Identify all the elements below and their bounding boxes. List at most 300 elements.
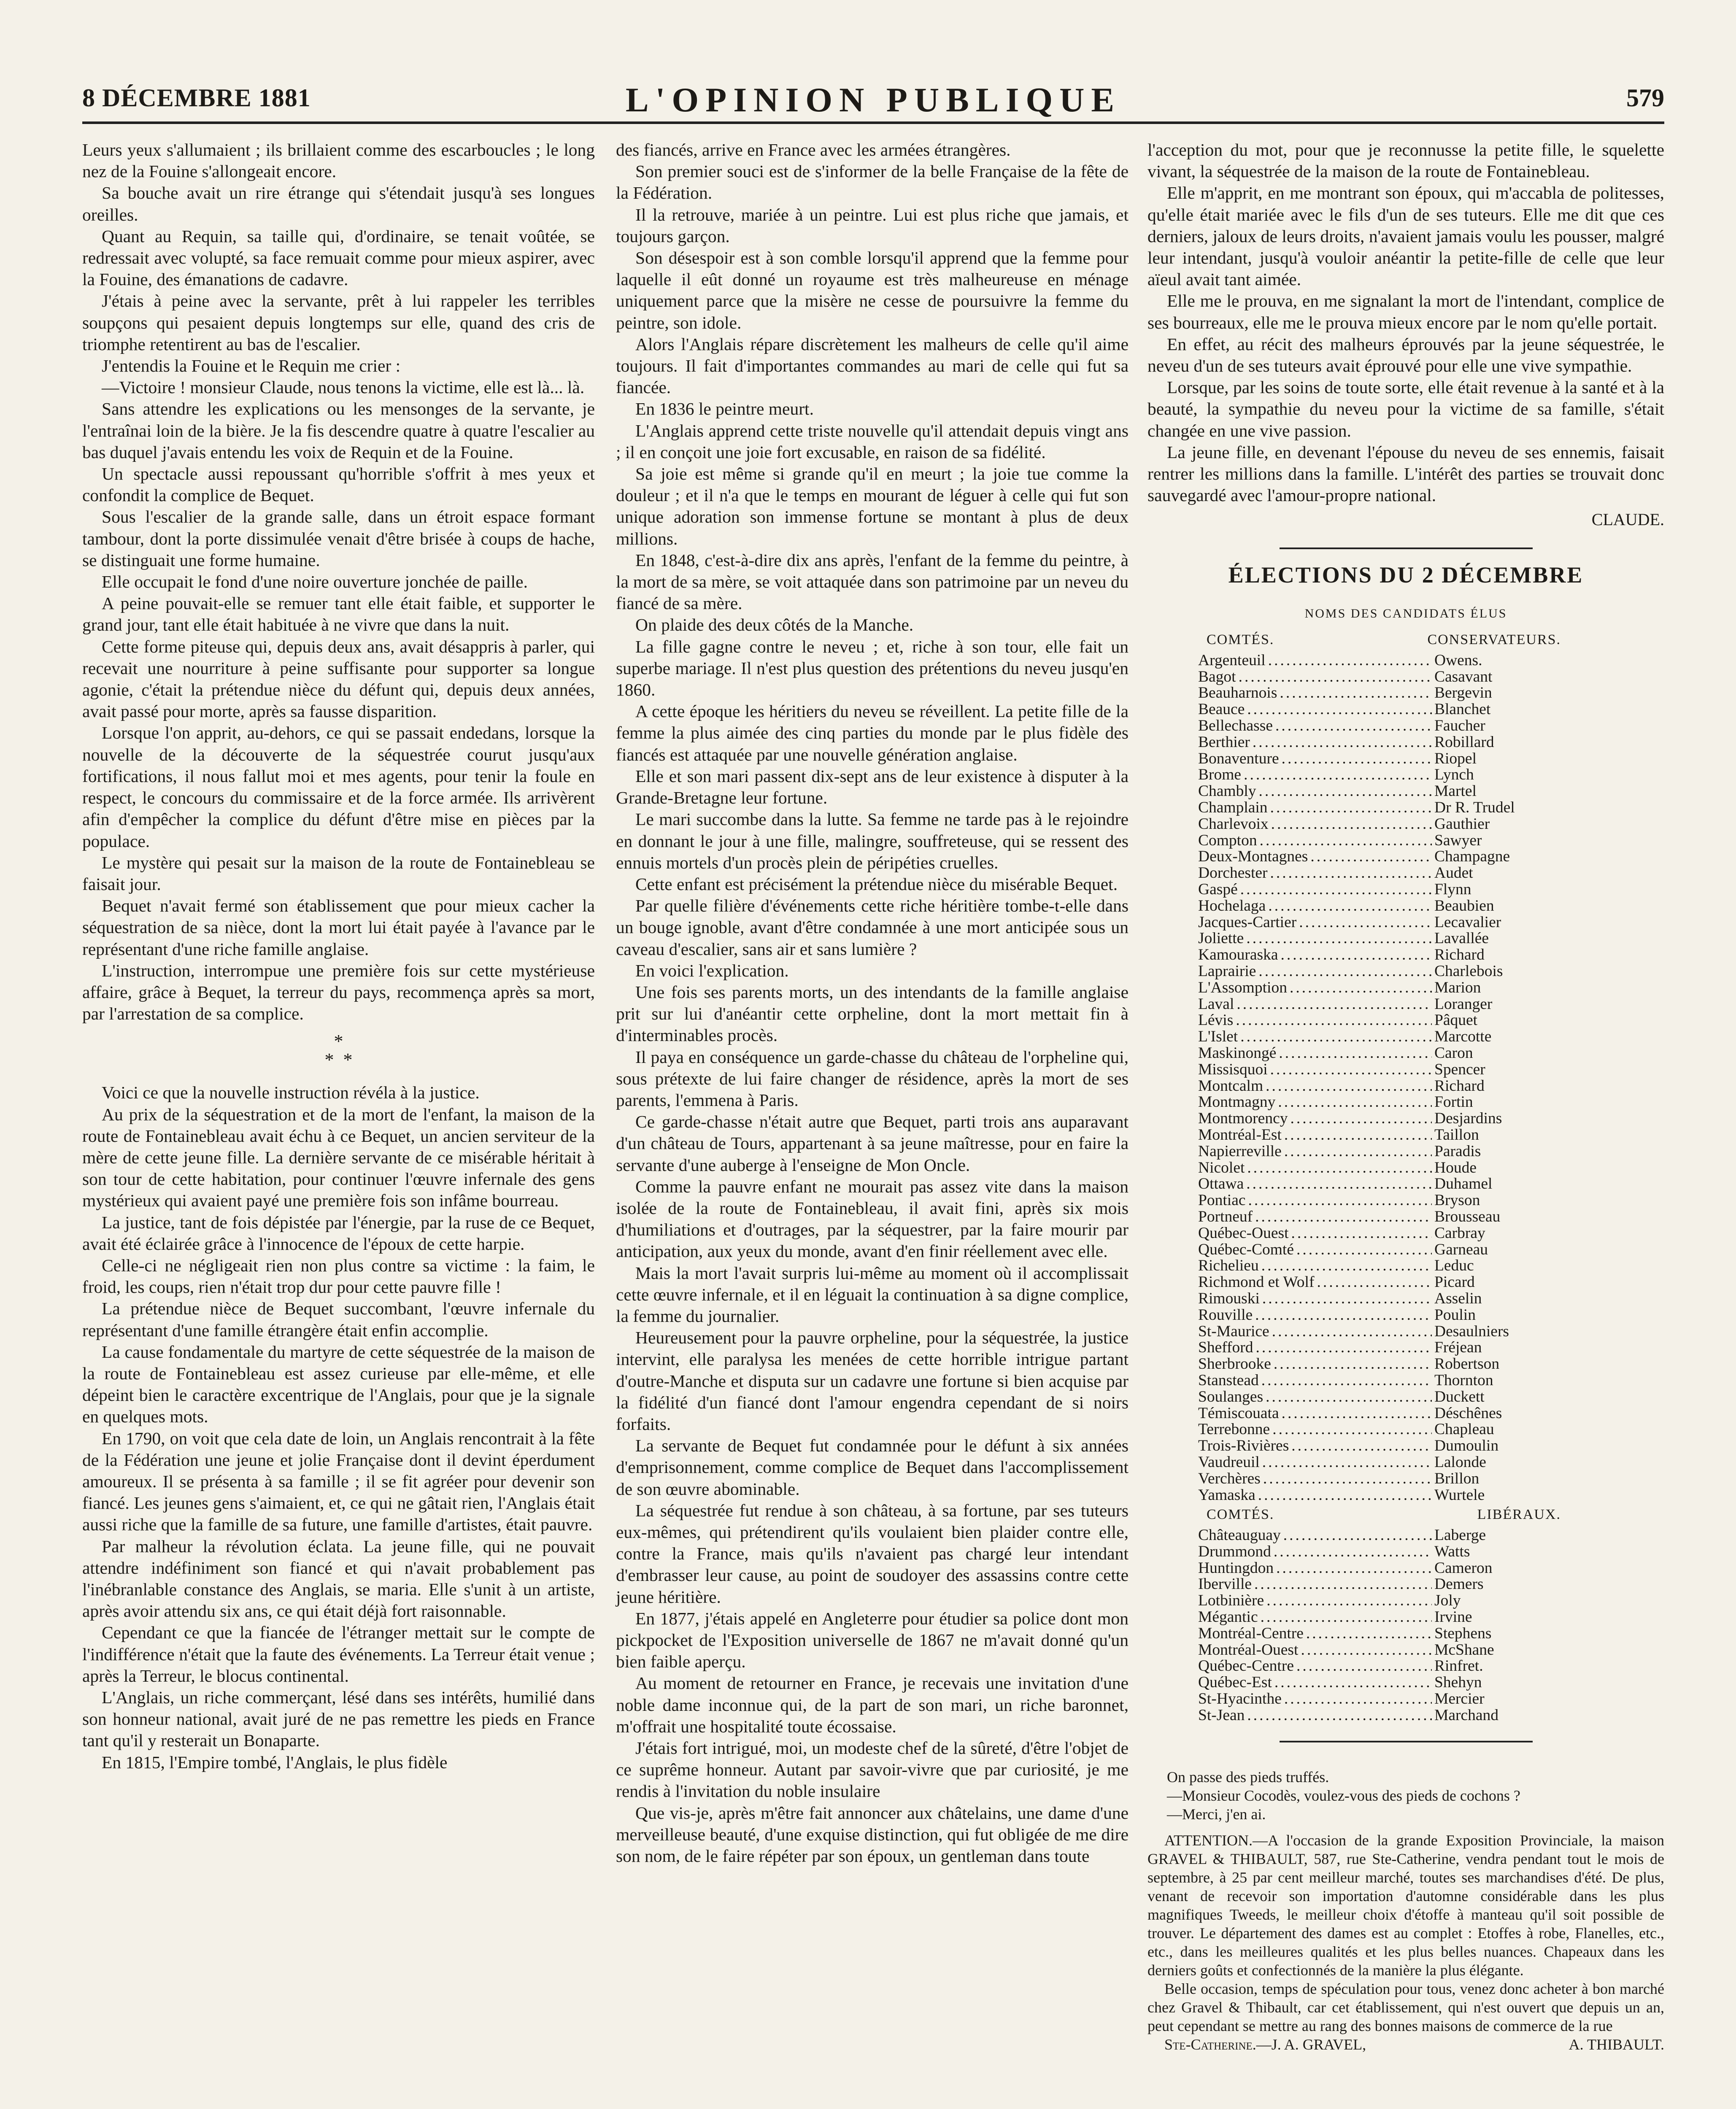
county-name: Joliette [1198, 930, 1244, 947]
candidate-name: Beaubien [1434, 897, 1494, 914]
county-name: Rimouski [1198, 1289, 1260, 1307]
column-1-text [82, 139, 595, 1025]
election-row [1198, 1527, 1578, 1544]
election-row [1198, 1111, 1578, 1127]
paragraph: Cette enfant est précisément la prétendue nièce du misérable Bequet. [635, 874, 1118, 894]
county-name: Argenteuil [1198, 651, 1266, 669]
paragraph: On plaide des deux côtés de la Manche. [635, 615, 914, 635]
election-row [1198, 1454, 1578, 1471]
election-row [1198, 865, 1578, 882]
county-name: Vaudreuil [1198, 1453, 1260, 1471]
election-row [1198, 1242, 1578, 1258]
election-row [1198, 882, 1578, 898]
election-row [1198, 685, 1578, 701]
paragraph: Un spectacle aussi repoussant qu'horrible s'offrit à mes yeux et confondit la complice de Bequet. [82, 464, 595, 505]
election-row [1198, 1258, 1578, 1274]
candidate-name: Dr R. Trudel [1434, 799, 1515, 817]
election-row [1198, 914, 1578, 931]
county-name: Beauharnois [1198, 684, 1277, 702]
election-row [1198, 1012, 1578, 1029]
candidate-name: McShane [1434, 1641, 1494, 1659]
election-row [1198, 898, 1578, 914]
county-name: Bagot [1198, 668, 1236, 685]
candidate-name: Laberge [1434, 1526, 1486, 1544]
county-name: Champlain [1198, 799, 1268, 817]
candidate-name: Fréjean [1434, 1339, 1482, 1357]
county-name: Napierreville [1198, 1142, 1282, 1160]
paragraph: Elle me le prouva, en me signalant la mort de l'intendant, complice de ses bourreaux, elle me le prouva mieux encore par le nom qu'elle portait. [1147, 291, 1664, 332]
conservateurs-list [1198, 653, 1578, 1503]
column-3 [1147, 139, 1664, 2054]
election-row [1198, 816, 1578, 833]
candidate-name: Desaulniers [1434, 1322, 1509, 1340]
election-row [1198, 701, 1578, 718]
paragraph: l'acception du mot, pour que je reconnusse la petite fille, le squelette vivant, la séquestrée de la maison de la route de Fontainebleau. [1147, 140, 1664, 181]
paragraph: En voici l'explication. [635, 960, 789, 980]
candidate-name: Robillard [1434, 733, 1494, 751]
leader-dots [1261, 1609, 1432, 1626]
county-name: Compton [1198, 831, 1257, 849]
paragraph: La justice, tant de fois dépistée par l'énergie, par la ruse de ce Bequet, avait été éclairée grâce à l'innocence de l'époux de cette harpie. [82, 1212, 595, 1254]
paragraph: Comme la pauvre enfant ne mourait pas assez vite dans la maison isolée de la route de Fontainebleau, il avait fini, après six mois d'humiliations et d'outrages, par la séquestrer, par la faire mourir par anticipation, aux yeux du monde, avant d'en finir réellement avec elle. [616, 1176, 1129, 1261]
liberaux-header: COMTÉS. LIBÉRAUX. [1207, 1507, 1561, 1523]
leader-dots [1239, 669, 1432, 685]
paragraph: Sous l'escalier de la grande salle, dans un étroit espace formant tambour, dont la porte dissimulée venait d'être brisée à coups de hache, se distinguait une forme humaine. [82, 507, 595, 570]
paragraph: Alors l'Anglais répare discrètement les malheurs de celle qu'il aime toujours. Il fait d'importantes commandes au mari de celle qui fut sa fiancée. [616, 334, 1129, 397]
paragraph: Celle-ci ne négligeait rien non plus contre sa victime : la faim, le froid, les coups, rien n'était trop dur pour cette pauvre fille ! [82, 1255, 595, 1297]
election-row [1198, 653, 1578, 669]
leader-dots [1266, 1389, 1432, 1405]
leader-dots [1248, 1192, 1432, 1209]
county-name: Berthier [1198, 733, 1250, 751]
leader-dots [1268, 898, 1432, 914]
county-name: Missisquoi [1198, 1060, 1268, 1078]
paragraph: Cependant ce que la fiancée de l'étranger mettait sur le compte de l'indifférence n'était que la faute des événements. La Terreur était venue ; après la Terreur, le blocus continental. [82, 1623, 595, 1686]
election-row [1198, 1642, 1578, 1659]
paragraph: Son désespoir est à son comble lorsqu'il apprend que la femme pour laquelle il eût donné un royaume est très malheureuse en ménage uniquement parce que la misère ne cesse de poursuivre la femme du peintre, son idole. [616, 248, 1129, 332]
election-row [1198, 1576, 1578, 1593]
county-name: St-Hyacinthe [1198, 1690, 1282, 1708]
election-row [1198, 1373, 1578, 1389]
candidate-name: Leduc [1434, 1257, 1474, 1275]
candidate-name: Dumoulin [1434, 1437, 1499, 1455]
leader-dots [1247, 701, 1432, 718]
leader-dots [1270, 800, 1432, 816]
paragraph: Le mari succombe dans la lutte. Sa femme ne tarde pas à le rejoindre en donnant le jour à une fille, malingre, souffreteuse, qui se ressent des ennuis mortels d'un procès plein de péripéties cruelles. [616, 809, 1129, 872]
leader-dots [1306, 1626, 1432, 1642]
county-name: Chambly [1198, 782, 1256, 800]
candidate-name: Bergevin [1434, 684, 1492, 702]
leader-dots [1246, 1176, 1432, 1192]
candidate-name: Marchand [1434, 1706, 1499, 1724]
paragraph: L'Anglais apprend cette triste nouvelle qu'il attendait depuis vingt ans ; il en conçoit une joie fort excusable, en raison de sa fidélité. [616, 421, 1129, 462]
county-name: St-Jean [1198, 1706, 1245, 1724]
county-name: Laval [1198, 995, 1234, 1013]
paragraph: Heureusement pour la pauvre orpheline, pour la séquestrée, la justice intervint, elle paralysa les menées de cette horrible intrigue partant d'outre-Manche et disputa sur un cadavre une fortune si bien acquise par la fidélité d'un fiancé dont l'amour engendra cependant de si noirs forfaits. [616, 1328, 1129, 1434]
masthead [82, 80, 1664, 120]
paragraph: Une fois ses parents morts, un des intendants de la famille anglaise prit sur lui d'anéantir cette orpheline, dont la mort mettait fin à d'interminables procès. [616, 982, 1129, 1045]
paragraph: Son premier souci est de s'informer de la belle Française de la fête de la Fédération. [616, 162, 1129, 203]
leader-dots [1254, 1576, 1432, 1593]
leader-dots [1259, 783, 1432, 800]
paragraph: Mais la mort l'avait surpris lui-même au moment où il accomplissait cette œuvre infernale, et il en léguait la continuation à sa digne complice, la femme du journalier. [616, 1263, 1129, 1326]
election-row [1198, 1045, 1578, 1062]
election-row [1198, 1438, 1578, 1454]
leader-dots [1255, 1209, 1432, 1225]
leader-dots [1291, 1225, 1432, 1242]
leader-dots [1282, 1405, 1432, 1422]
leader-dots [1317, 1274, 1432, 1291]
county-name: Lévis [1198, 1011, 1234, 1029]
leader-dots [1276, 1560, 1432, 1577]
paragraph: Bequet n'avait fermé son établissement que pour mieux cacher la séquestration de sa nièce, dont la mort lui était payée à l'avance par le représentant d'une riche famille anglaise. [82, 896, 595, 959]
paragraph: Il la retrouve, mariée à un peintre. Lui est plus riche que jamais, et toujours garçon. [616, 205, 1129, 246]
election-row [1198, 1029, 1578, 1045]
candidate-name: Owens. [1434, 651, 1482, 669]
paragraph: des fiancés, arrive en France avec les armées étrangères. [616, 140, 1011, 159]
column-3-text [1147, 139, 1664, 506]
leader-dots [1290, 980, 1432, 996]
conservateurs-header: COMTÉS. CONSERVATEURS. [1207, 632, 1561, 648]
paragraph: ATTENTION.—A l'occasion de la grande Exposition Provinciale, la maison GRAVEL & THIBAULT, 587, rue Ste-Catherine, vendra pendant tout le mois de septembre, à 25 par cent meilleur marché, toutes ses marchandises d'été. De plus, venant de recevoir son importation d'automne considérable dans les plus magnifiques Tweeds, le meilleur choix d'étoffe à manteau qu'il soit possible de trouver. Le département des dames est au complet : Etoffes à robe, Flanelles, etc., etc., dans les meilleures qualités et les plus belles nuances. Chapeaux dans les derniers goûts et confectionnés de la manière la plus élégante. [1147, 1831, 1664, 1979]
candidate-name: Riopel [1434, 750, 1477, 767]
election-row [1198, 1707, 1578, 1724]
county-name: Maskinongé [1198, 1044, 1277, 1062]
candidate-name: Flynn [1434, 881, 1471, 898]
candidate-name: Carbray [1434, 1224, 1485, 1242]
paragraph: La cause fondamentale du martyre de cette séquestrée de la maison de la route de Fontainebleau est assez curieuse par elle-même, et elle dépeint bien le caractère excentrique de l'Anglais, pour que je la signale en quelques mots. [82, 1342, 595, 1427]
leader-dots [1246, 930, 1432, 947]
leader-dots [1258, 963, 1432, 980]
county-name: Drummond [1198, 1543, 1271, 1560]
leader-dots [1279, 1045, 1432, 1062]
election-row [1198, 1324, 1578, 1340]
county-name: Sherbrooke [1198, 1355, 1271, 1373]
county-name: Stanstead [1198, 1371, 1259, 1389]
election-row [1198, 1209, 1578, 1225]
leader-dots [1296, 1658, 1432, 1675]
candidate-name: Paradis [1434, 1142, 1481, 1160]
leader-dots [1262, 1291, 1432, 1307]
election-row [1198, 718, 1578, 734]
paragraph: Lorsque, par les soins de toute sorte, elle était revenue à la santé et à la beauté, la sympathie du neveu pour la victime de sa famille, s'était changée en une vive passion. [1147, 378, 1664, 440]
election-row [1198, 1291, 1578, 1307]
election-row [1198, 1691, 1578, 1707]
leader-dots [1236, 1012, 1432, 1029]
leader-dots [1261, 1258, 1432, 1274]
county-name: Montcalm [1198, 1077, 1264, 1095]
county-name: Richmond et Wolf [1198, 1273, 1315, 1291]
county-name: Verchères [1198, 1470, 1261, 1487]
candidate-name: Desjardins [1434, 1110, 1502, 1127]
candidate-name: Charlebois [1434, 963, 1503, 980]
county-name: Montréal-Est [1198, 1126, 1282, 1143]
paragraph: Au prix de la séquestration et de la mort de l'enfant, la maison de la route de Fontainebleau avait échu à ce Bequet, un ancien serviteur de la mère de cette jeune fille. La dernière servante de ce misérable héritait à son tour de cette habitation, pour continuer l'œuvre infernale des gens mystérieux qui avaient payé une première fois son infâme bourreau. [82, 1104, 595, 1211]
election-row [1198, 963, 1578, 980]
candidate-name: Caron [1434, 1044, 1473, 1062]
election-row [1198, 930, 1578, 947]
candidate-name: Thornton [1434, 1371, 1493, 1389]
county-name: Deux-Montagnes [1198, 848, 1308, 866]
leader-dots [1274, 1675, 1432, 1691]
county-name: Québec-Est [1198, 1674, 1272, 1691]
leader-dots [1283, 1527, 1432, 1544]
leader-dots [1281, 947, 1432, 963]
paragraph: Il paya en conséquence un garde-chasse du château de l'orpheline qui, sous prétexte de lui faire changer de résidence, après la mort de ses parents, l'emmena à Paris. [616, 1047, 1129, 1110]
paragraph: Sa bouche avait un rire étrange qui s'étendait jusqu'à ses longues oreilles. [82, 183, 595, 224]
election-row [1198, 996, 1578, 1013]
election-row [1198, 767, 1578, 783]
paragraph: En 1790, on voit que cela date de loin, un Anglais rencontrait à la fête de la Fédération une jeune et jolie Française dont il devint éperdument amoureux. Il se présenta à sa famille ; il se fit agréer pour devenir son fiancé. Les jeunes gens s'aimaient, et, ce qui ne gâtait rien, l'Anglais était aussi riche que la famille de sa future, une famille d'artistes, était pauvre. [82, 1428, 595, 1535]
candidate-name: Stephens [1434, 1624, 1492, 1642]
candidate-name: Champagne [1434, 848, 1510, 866]
candidate-name: Audet [1434, 864, 1473, 882]
leader-dots [1299, 914, 1432, 931]
election-row [1198, 1471, 1578, 1487]
candidate-name: Lalonde [1434, 1453, 1486, 1471]
paragraph: Quant au Requin, sa taille qui, d'ordinaire, se tenait voûtée, se redressait avec volupté, sa face remuait comme pour mieux aspirer, avec la Fouine, des émanations de cadavre. [82, 226, 595, 289]
leader-dots [1270, 1062, 1432, 1078]
election-row [1198, 751, 1578, 767]
county-name: Rouville [1198, 1306, 1253, 1324]
candidate-name: Shehyn [1434, 1674, 1482, 1691]
paragraph: J'étais fort intrigué, moi, un modeste chef de la sûreté, d'être l'objet de ce suprême honneur. Autant par savoir-vivre que par curiosité, je me rendis à l'invitation du noble insulaire [616, 1738, 1129, 1801]
leader-dots [1240, 882, 1432, 898]
candidate-name: Mercier [1434, 1690, 1485, 1708]
election-row [1198, 1544, 1578, 1560]
election-row [1198, 669, 1578, 685]
elections-subtitle: NOMS DES CANDIDATS ÉLUS [1304, 606, 1507, 620]
candidate-name: Lecavalier [1434, 913, 1501, 931]
county-name: Montréal-Centre [1198, 1624, 1304, 1642]
county-name: Laprairie [1198, 963, 1256, 980]
election-row [1198, 734, 1578, 751]
county-name: Trois-Rivières [1198, 1437, 1289, 1455]
page-number: 579 [1626, 84, 1664, 112]
filler-line: —Merci, j'en ai. [1167, 1805, 1266, 1823]
section-rule [1280, 547, 1533, 549]
candidate-name: Sawyer [1434, 831, 1482, 849]
leader-dots [1272, 1421, 1432, 1438]
county-name: L'Assomption [1198, 979, 1287, 996]
candidate-name: Bryson [1434, 1192, 1480, 1209]
county-name: St-Maurice [1198, 1322, 1269, 1340]
election-row [1198, 1658, 1578, 1675]
paragraph: La jeune fille, en devenant l'épouse du neveu de ses ennemis, faisait rentrer les millions dans la famille. L'intérêt des parties se trouvait donc sauvegardé avec l'amour-propre national. [1147, 442, 1664, 505]
elections-table [1198, 632, 1578, 1724]
leader-dots [1310, 849, 1432, 865]
advertisement-text [1147, 1831, 1664, 2035]
election-row [1198, 1160, 1578, 1176]
election-row [1198, 947, 1578, 963]
leader-dots [1244, 767, 1432, 783]
paragraph: Lorsque l'on apprit, au-dehors, ce qui se passait endedans, lorsque la nouvelle de la découverte de la séquestrée courut jusqu'aux fortifications, il nous fallut moi et mes agents, pour tenir la foule en respect, le concours du commissaire et de la force armée. Ils arrivèrent afin d'empêcher la complice du défunt d'être mise en pièces par la populace. [82, 723, 595, 851]
county-name: Témiscouata [1198, 1404, 1279, 1422]
county-name: L'Islet [1198, 1028, 1238, 1046]
leader-dots [1266, 1078, 1432, 1095]
leader-dots [1270, 865, 1432, 882]
paragraph: Le mystère qui pesait sur la maison de la route de Fontainebleau se faisait jour. [82, 852, 595, 894]
leader-dots [1266, 1593, 1432, 1609]
candidate-name: Irvine [1434, 1608, 1472, 1626]
paragraph: L'Anglais, un riche commerçant, lésé dans ses intérêts, humilié dans son honneur national, avait juré de ne pas remettre les pieds en France tant qu'il y resterait un Bonaparte. [82, 1688, 595, 1750]
election-row [1198, 1307, 1578, 1324]
paragraph: Belle occasion, temps de spéculation pour tous, venez donc acheter à bon marché chez Gravel & Thibault, car cet établissement, qui n'est ouvert que depuis un an, peut cependant se mettre au rang des bonnes maisons de commerce de la rue [1147, 1980, 1664, 2034]
paragraph: En 1836 le peintre meurt. [635, 399, 814, 419]
candidate-name: Pâquet [1434, 1011, 1478, 1029]
paragraph: J'entendis la Fouine et le Requin me crier : [102, 356, 401, 376]
election-row [1198, 1560, 1578, 1577]
paragraph: Leurs yeux s'allumaient ; ils brillaient comme des escarboucles ; le long nez de la Fouine s'allongeait encore. [82, 140, 595, 181]
candidate-name: Casavant [1434, 668, 1493, 685]
election-row [1198, 833, 1578, 849]
leader-dots [1301, 1642, 1432, 1659]
paragraph: A peine pouvait-elle se remuer tant elle était faible, et supporter le grand jour, tant elle était habituée à ne vivre que dans la nuit. [82, 593, 595, 635]
election-row [1198, 800, 1578, 816]
leader-dots [1290, 1111, 1432, 1127]
paragraph: La prétendue nièce de Bequet succombant, l'œuvre infernale du représentant d'une famille étrangère était enfin accomplie. [82, 1299, 595, 1340]
county-name: Yamaska [1198, 1486, 1255, 1504]
county-name: Brome [1198, 766, 1242, 784]
advertisement-signature: Ste-Catherine.—J. A. GRAVEL, A. THIBAULT. [1164, 2036, 1664, 2053]
paragraph: Voici ce que la nouvelle instruction révéla à la justice. [102, 1083, 480, 1103]
election-row [1198, 1274, 1578, 1291]
leader-dots [1256, 1340, 1432, 1356]
election-row [1198, 1593, 1578, 1609]
paragraph: Cette forme piteuse qui, depuis deux ans, avait désappris à parler, qui recevait une nourriture à peine suffisante pour supporter sa longue agonie, c'était la prétendue nièce du défunt qui, depuis deux années, avait passé pour morte, après sa fausse disparition. [82, 636, 595, 721]
leader-dots [1275, 718, 1432, 734]
county-name: Hochelaga [1198, 897, 1266, 914]
county-name: Lotbinière [1198, 1592, 1264, 1610]
column-2 [616, 139, 1129, 1867]
issue-date: 8 DÉCEMBRE 1881 [82, 84, 311, 112]
leader-dots [1268, 653, 1432, 669]
paragraph: Par quelle filière d'événements cette riche héritière tombe-t-elle dans un bouge ignoble, avant d'être condamnée à une mort anticipée sous un caveau d'escalier, sans air et sans lumière ? [616, 896, 1129, 959]
county-name: Portneuf [1198, 1208, 1253, 1225]
election-row [1198, 1609, 1578, 1626]
leader-dots [1263, 1471, 1432, 1487]
paragraph: A cette époque les héritiers du neveu se réveillent. La petite fille de la femme la plus aimée des cinq parties du monde par le plus fidèle des fiancés est attaquée par une nouvelle génération anglaise. [616, 701, 1129, 764]
county-name: Châteauguay [1198, 1526, 1281, 1544]
election-row [1198, 1356, 1578, 1373]
paragraph: Elle m'apprit, en me montrant son époux, qui m'accabla de politesses, qu'elle était mariée avec le fils d'un de ses tuteurs. Elle me dit que ces derniers, jaloux de leurs droits, n'avaient jamais voulu les pousser, malgré leur intendant, jusqu'à vouloir anéantir la petite-fille de celle que leur aïeul avait tant aimée. [1147, 183, 1664, 289]
election-row [1198, 1094, 1578, 1111]
column-1-text-continued [82, 1082, 595, 1773]
county-name: Montmorency [1198, 1110, 1288, 1127]
county-name: Huntingdon [1198, 1559, 1274, 1577]
column-2-text [616, 139, 1129, 1867]
candidate-name: Blanchet [1434, 701, 1491, 718]
election-row [1198, 783, 1578, 800]
election-row [1198, 1389, 1578, 1405]
county-name: Bellechasse [1198, 717, 1273, 735]
county-name: Dorchester [1198, 864, 1268, 882]
candidate-name: Joly [1434, 1592, 1461, 1610]
liberaux-list [1198, 1527, 1578, 1724]
candidate-name: Brillon [1434, 1470, 1480, 1487]
paragraph: L'instruction, interrompue une première fois sur cette mystérieuse affaire, grâce à Bequet, la terreur du pays, recommença après sa mort, par l'arrestation de sa complice. [82, 960, 595, 1024]
filler-line: —Monsieur Cocodès, voulez-vous des pieds de cochons ? [1167, 1787, 1520, 1804]
paragraph: Que vis-je, après m'être fait annoncer aux châtelains, une dame d'une merveilleuse beauté, d'une exquise distinction, qui fut obligée de me dire son nom, de le faire répéter par son époux, un gentleman dans toute [616, 1803, 1129, 1866]
leader-dots [1284, 1127, 1432, 1143]
county-name: Mégantic [1198, 1608, 1258, 1626]
candidate-name: Garneau [1434, 1241, 1488, 1258]
leader-dots [1255, 1307, 1432, 1324]
leader-dots [1278, 1094, 1432, 1111]
candidate-name: Lavallée [1434, 930, 1489, 947]
paragraph: En 1877, j'étais appelé en Angleterre pour étudier sa police dont mon pickpocket de l'Exposition universelle de 1867 ne m'avait donné qu'un bien faible aperçu. [616, 1608, 1129, 1672]
election-row [1198, 1421, 1578, 1438]
election-row [1198, 1405, 1578, 1422]
leader-dots [1240, 1029, 1432, 1045]
paragraph: En effet, au récit des malheurs éprouvés par la jeune séquestrée, le neveu d'un de ses tuteurs avait éprouvé pour elle une vive sympathie. [1147, 334, 1664, 376]
candidate-name: Cameron [1434, 1559, 1493, 1577]
leader-dots [1253, 734, 1432, 751]
newspaper-title: L'OPINION PUBLIQUE [625, 81, 1121, 119]
leader-dots [1271, 816, 1432, 833]
leader-dots [1247, 1707, 1432, 1724]
candidate-name: Rinfret. [1434, 1657, 1483, 1675]
leader-dots [1296, 1242, 1432, 1258]
paragraph: —Victoire ! monsieur Claude, nous tenons la victime, elle est là... là. [102, 378, 585, 397]
county-name: Nicolet [1198, 1159, 1245, 1176]
advertisement [1147, 1831, 1664, 2054]
candidate-name: Marion [1434, 979, 1481, 996]
election-row [1198, 1127, 1578, 1143]
candidate-name: Robertson [1434, 1355, 1500, 1373]
leader-dots [1282, 751, 1432, 767]
candidate-name: Fortin [1434, 1093, 1473, 1111]
county-name: Montmagny [1198, 1093, 1276, 1111]
candidate-name: Martel [1434, 782, 1477, 800]
county-name: Québec-Centre [1198, 1657, 1294, 1675]
candidate-name: Asselin [1434, 1289, 1482, 1307]
candidate-name: Chapleau [1434, 1421, 1494, 1438]
election-row [1198, 1675, 1578, 1691]
election-row [1198, 1340, 1578, 1356]
candidate-name: Duckett [1434, 1388, 1485, 1405]
county-name: Beauce [1198, 701, 1245, 718]
candidate-name: Poulin [1434, 1306, 1476, 1324]
leader-dots [1262, 1454, 1432, 1471]
paragraph: Sa joie est même si grande qu'il en meurt ; la joie tue comme la douleur ; et il n'a que le temps en mourant de léguer à celle qui fut son unique adoration son immense fortune se montant à plus de deux millions. [616, 464, 1129, 548]
paragraph: Elle et son mari passent dix-sept ans de leur existence à disputer à la Grande-Bretagne leur fortune. [616, 766, 1129, 808]
county-name: Bonaventure [1198, 750, 1279, 767]
paragraph: En 1848, c'est-à-dire dix ans après, l'enfant de la femme du peintre, à la mort de sa mère, se voit attaquée dans son patrimoine par un neveu du fiancé de sa mère. [616, 550, 1129, 613]
section-separator: * * * [324, 1031, 353, 1071]
paragraph: Au moment de retourner en France, je recevais une invitation d'une noble dame inconnue qui, de la part de son mari, un riche baronnet, m'offrait une hospitalité toute écossaise. [616, 1673, 1129, 1736]
election-row [1198, 1487, 1578, 1504]
leader-dots [1260, 833, 1432, 849]
leader-dots [1284, 1143, 1432, 1160]
county-name: Pontiac [1198, 1192, 1246, 1209]
election-row [1198, 1078, 1578, 1095]
paragraph: La fille gagne contre le neveu ; et, riche à son tour, elle fait un superbe mariage. Il n'est plus question des prétentions du neveu jusqu'en 1860. [616, 636, 1129, 700]
county-name: Soulanges [1198, 1388, 1264, 1405]
candidate-name: Houde [1434, 1159, 1477, 1176]
candidate-name: Brousseau [1434, 1208, 1501, 1225]
filler-jokes [1147, 1768, 1664, 1823]
county-name: Gaspé [1198, 881, 1238, 898]
county-name: Kamouraska [1198, 946, 1278, 964]
candidate-name: Taillon [1434, 1126, 1479, 1143]
elections-title: ÉLECTIONS DU 2 DÉCEMBRE [1228, 562, 1584, 588]
county-name: Montréal-Ouest [1198, 1641, 1299, 1659]
filler-line: On passe des pieds truffés. [1167, 1768, 1329, 1785]
candidate-name: Lynch [1434, 766, 1474, 784]
leader-dots [1274, 1544, 1432, 1560]
county-name: Québec-Ouest [1198, 1224, 1289, 1242]
